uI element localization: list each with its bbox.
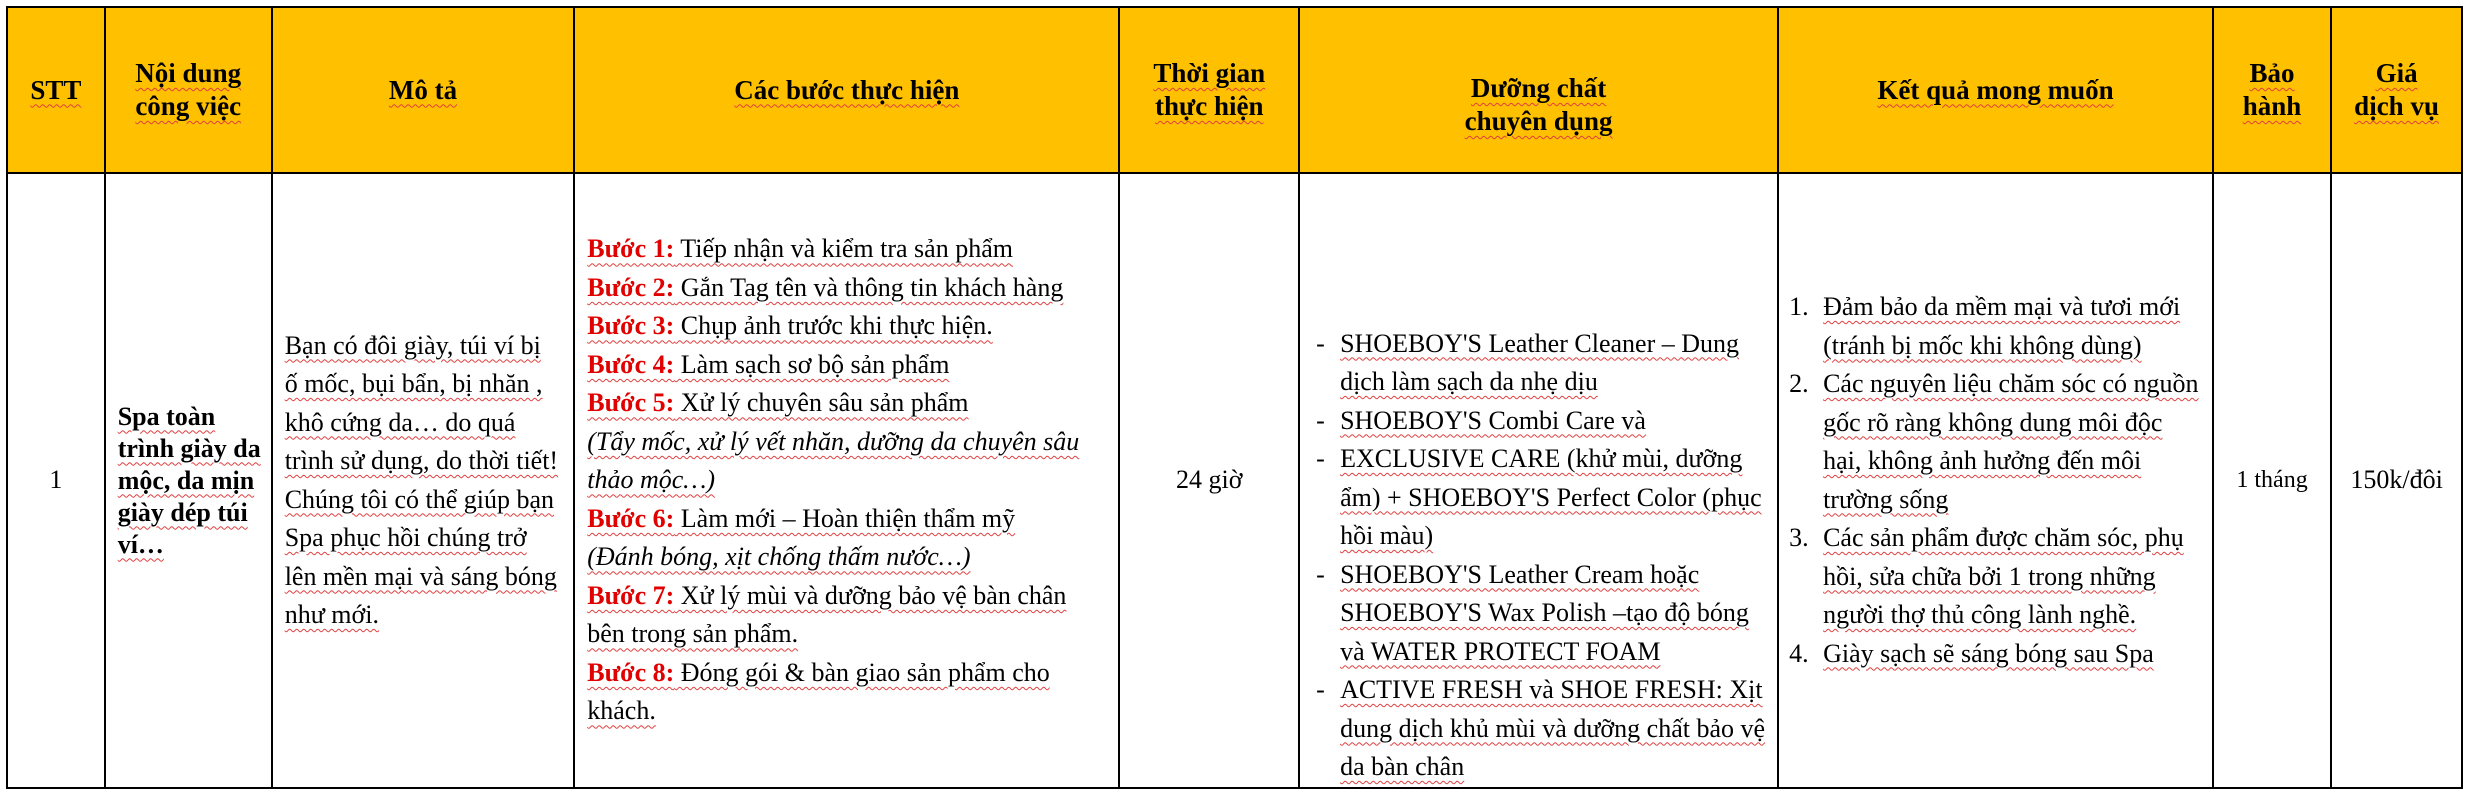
header-gia: Giá dịch vụ bbox=[2331, 7, 2462, 173]
step-item bbox=[587, 269, 1108, 308]
table-row bbox=[7, 173, 2462, 788]
list-item: 1. Đảm bảo da mềm mại và tươi mới (tránh bị mốc khi không dùng) bbox=[1815, 288, 2204, 365]
cell-thoi-gian: 24 giờ bbox=[1119, 173, 1299, 788]
list-item: 2. Các nguyên liệu chăm sóc có nguồn gốc rõ ràng không dung môi độc hại, không ảnh hưởng đến môi trường sống bbox=[1815, 365, 2204, 519]
step-text: Tiếp nhận và kiểm tra sản phẩm bbox=[674, 234, 1013, 264]
list-item: - SHOEBOY'S Leather Cream hoặc SHOEBOY'S Wax Polish –tạo độ bóng và WATER PROTECT FOAM bbox=[1310, 556, 1771, 672]
header-bao-hanh: Bảo hành bbox=[2213, 7, 2331, 173]
header-ket-qua: Kết quả mong muốn bbox=[1778, 7, 2213, 173]
list-item: 3. Các sản phẩm được chăm sóc, phụ hồi, sửa chữa bởi 1 trong những người thợ thủ công lành nghề. bbox=[1815, 519, 2204, 635]
header-mo-ta: Mô tả bbox=[272, 7, 575, 173]
cell-noi-dung: Spa toàn trình giày da mộc, da mịn giày dép túi ví… bbox=[105, 173, 272, 788]
header-row bbox=[7, 7, 2462, 173]
step-text: Xử lý chuyên sâu sản phẩm bbox=[674, 388, 969, 418]
step-label: Bước 2: bbox=[587, 272, 675, 302]
list-item: 4. Giày sạch sẽ sáng bóng sau Spa bbox=[1815, 635, 2204, 674]
step-text: Đóng gói & bàn giao sản phẩm cho khách. bbox=[587, 657, 1050, 726]
step-item bbox=[587, 577, 1108, 654]
step-label: Bước 7: bbox=[587, 580, 675, 610]
step-item bbox=[587, 346, 1108, 385]
step-note: (Tẩy mốc, xử lý vết nhăn, dưỡng da chuyên sâu thảo mộc…) bbox=[587, 426, 1080, 495]
cell-ket-qua bbox=[1778, 173, 2213, 788]
step-item bbox=[587, 384, 1108, 423]
step-note: (Đánh bóng, xịt chống thấm nước…) bbox=[587, 542, 971, 572]
service-table bbox=[6, 6, 2463, 789]
step-text: Chụp ảnh trước khi thực hiện. bbox=[674, 311, 993, 341]
step-text: Xử lý mùi và dưỡng bảo vệ bàn chân bên trong sản phẩm. bbox=[587, 580, 1067, 649]
list-item: - EXCLUSIVE CARE (khử mùi, dưỡng ẩm) + SHOEBOY'S Perfect Color (phục hồi màu) bbox=[1310, 440, 1771, 556]
step-item bbox=[587, 307, 1108, 346]
step-text: Làm mới – Hoàn thiện thẩm mỹ bbox=[674, 503, 1016, 533]
step-label: Bước 5: bbox=[587, 388, 675, 418]
cell-bao-hanh: 1 tháng bbox=[2213, 173, 2331, 788]
cell-duong-chat bbox=[1299, 173, 1778, 788]
step-label: Bước 1: bbox=[587, 234, 675, 264]
header-cac-buoc: Các bước thực hiện bbox=[574, 7, 1119, 173]
step-item bbox=[587, 500, 1108, 539]
steps-list bbox=[587, 230, 1108, 731]
cell-stt: 1 bbox=[7, 173, 105, 788]
header-stt: STT bbox=[7, 7, 105, 173]
header-duong-chat: Dưỡng chất chuyên dụng bbox=[1299, 7, 1778, 173]
step-text: Gắn Tag tên và thông tin khách hàng bbox=[674, 272, 1064, 302]
step-label: Bước 4: bbox=[587, 349, 675, 379]
step-item bbox=[587, 654, 1108, 731]
list-item: - ACTIVE FRESH và SHOE FRESH: Xịt dung dịch khủ mùi và dưỡng chất bảo vệ da bàn chân bbox=[1310, 671, 1771, 787]
header-noi-dung: Nội dung công việc bbox=[105, 7, 272, 173]
header-thoi-gian: Thời gian thực hiện bbox=[1119, 7, 1299, 173]
step-label: Bước 6: bbox=[587, 503, 675, 533]
step-text: Làm sạch sơ bộ sản phẩm bbox=[674, 349, 950, 379]
cell-cac-buoc bbox=[574, 173, 1119, 788]
step-label: Bước 8: bbox=[587, 657, 675, 687]
list-item: - SHOEBOY'S Leather Cleaner – Dung dịch làm sạch da nhẹ dịu bbox=[1310, 325, 1771, 402]
cell-gia: 150k/đôi bbox=[2331, 173, 2462, 788]
duong-chat-list bbox=[1300, 325, 1777, 787]
ket-qua-list bbox=[1779, 288, 2212, 673]
step-label: Bước 3: bbox=[587, 311, 675, 341]
cell-mo-ta: Bạn có đôi giày, túi ví bị ố mốc, bụi bẩn, bị nhăn , khô cứng da… do quá trình sử dụng, do thời tiết! Chúng tôi có thể giúp bạn Spa phục hồi chúng trở lên mền mại và sáng bóng như mới. bbox=[272, 173, 575, 788]
step-item bbox=[587, 230, 1108, 269]
list-item: - SHOEBOY'S Combi Care và bbox=[1310, 402, 1771, 441]
